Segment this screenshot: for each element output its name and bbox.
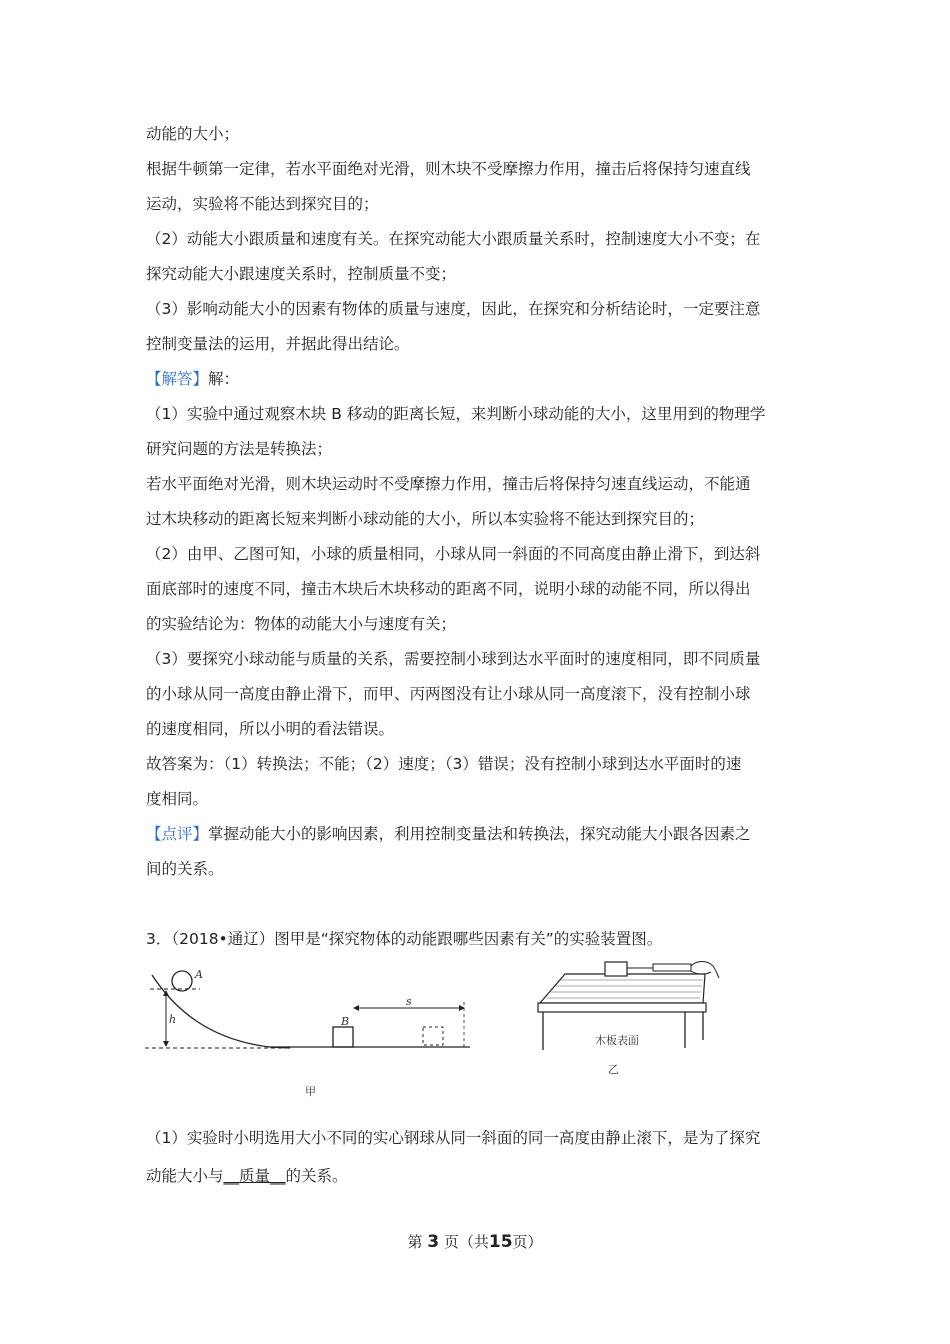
review-tag: 【点评】 [146,825,209,843]
board-surface-label: 木板表面 [595,1034,639,1047]
text-line: 根据牛顿第一定律，若水平面绝对光滑，则木块不受摩擦力作用，撞击后将保持匀速直线 [146,160,751,178]
ball-label: A [195,970,203,981]
text-line: （2）动能大小跟质量和速度有关。在探究动能大小跟质量关系时，控制速度大小不变；在 [146,230,761,248]
total-pages: 15 [488,1232,513,1252]
page-number: 3 [427,1232,440,1252]
review-text: 掌握动能大小的影响因素，利用控制变量法和转换法，探究动能大小跟各因素之 [208,825,751,843]
footer-suffix: 页） [512,1233,543,1251]
figure-jia [140,970,480,1100]
part1-suffix: 的关系。 [285,1167,348,1185]
text-line: 的小球从同一高度由静止滑下，而甲、丙两图没有让小球从同一高度滚下，没有控制小球 [146,685,751,703]
answer-heading [146,369,239,389]
page-footer [0,1231,950,1252]
text-line: 故答案为：（1）转换法；不能；（2）速度；（3）错误；没有控制小球到达水平面时的速 [146,755,742,773]
figure-caption-yi: 乙 [608,1063,619,1076]
figure-caption-jia: 甲 [305,1085,316,1098]
text-line: （1）实验中通过观察木块 B 移动的距离长短，来判断小球动能的大小，这里用到的物理学 [146,405,766,423]
distance-label: s [406,995,412,1008]
question-3-title: 3．（2018•通辽）图甲是“探究物体的动能跟哪些因素有关”的实验装置图。 [146,930,663,948]
wood-block-icon [605,962,627,976]
text-line: （3）影响动能大小的因素有物体的质量与速度，因此，在探究和分析结论时，一定要注意 [146,300,761,318]
text-line: （3）要探究小球动能与质量的关系，需要控制小球到达水平面时的速度相同，即不同质量 [146,650,761,668]
text-line: 若水平面绝对光滑，则木块运动时不受摩擦力作用，撞击后将保持匀速直线运动，不能通 [146,475,751,493]
text-line: 度相同。 [146,790,209,808]
spring-scale-icon [653,964,691,971]
text-line: 控制变量法的运用，并据此得出结论。 [146,335,410,353]
text-line: 动能的大小； [146,125,240,143]
answer-tail: 解： [208,370,240,388]
text-line: 的速度相同，所以小明的看法错误。 [146,720,395,738]
text-line: 研究问题的方法是转换法； [146,440,333,458]
question-3-part1-line1: （1）实验时小明选用大小不同的实心钢球从同一斜面的同一高度由静止滚下，是为了探究 [146,1129,761,1147]
text-line: 运动，实验将不能达到探究目的； [146,195,379,213]
text-line: 间的关系。 [146,860,224,878]
answer-tag: 【解答】 [146,370,209,388]
text-line: 探究动能大小跟速度关系时，控制质量不变； [146,265,457,283]
answer-blank: __质量__ [223,1167,286,1185]
figure-yi [535,958,720,1083]
text-line: 过木块移动的距离长短来判断小球动能的大小，所以本实验将不能达到探究目的； [146,510,705,528]
footer-prefix: 第 [407,1233,423,1251]
footer-mid: 页（共 [443,1233,489,1251]
text-line: （2）由甲、乙图可知，小球的质量相同，小球从同一斜面的不同高度由静止滑下，到达斜 [146,545,761,563]
part1-prefix: 动能大小与 [146,1167,224,1185]
text-line: 面底部时的速度不同，撞击木块后木块移动的距离不同，说明小球的动能不同，所以得出 [146,580,751,598]
review-heading [146,824,751,844]
question-3-part1-line2 [146,1166,348,1186]
text-line: 的实验结论为：物体的动能大小与速度有关； [146,615,457,633]
block-b-icon [333,1027,353,1047]
ball-a-icon [172,971,192,991]
block-label: B [341,1015,350,1028]
height-label: h [169,1013,177,1026]
